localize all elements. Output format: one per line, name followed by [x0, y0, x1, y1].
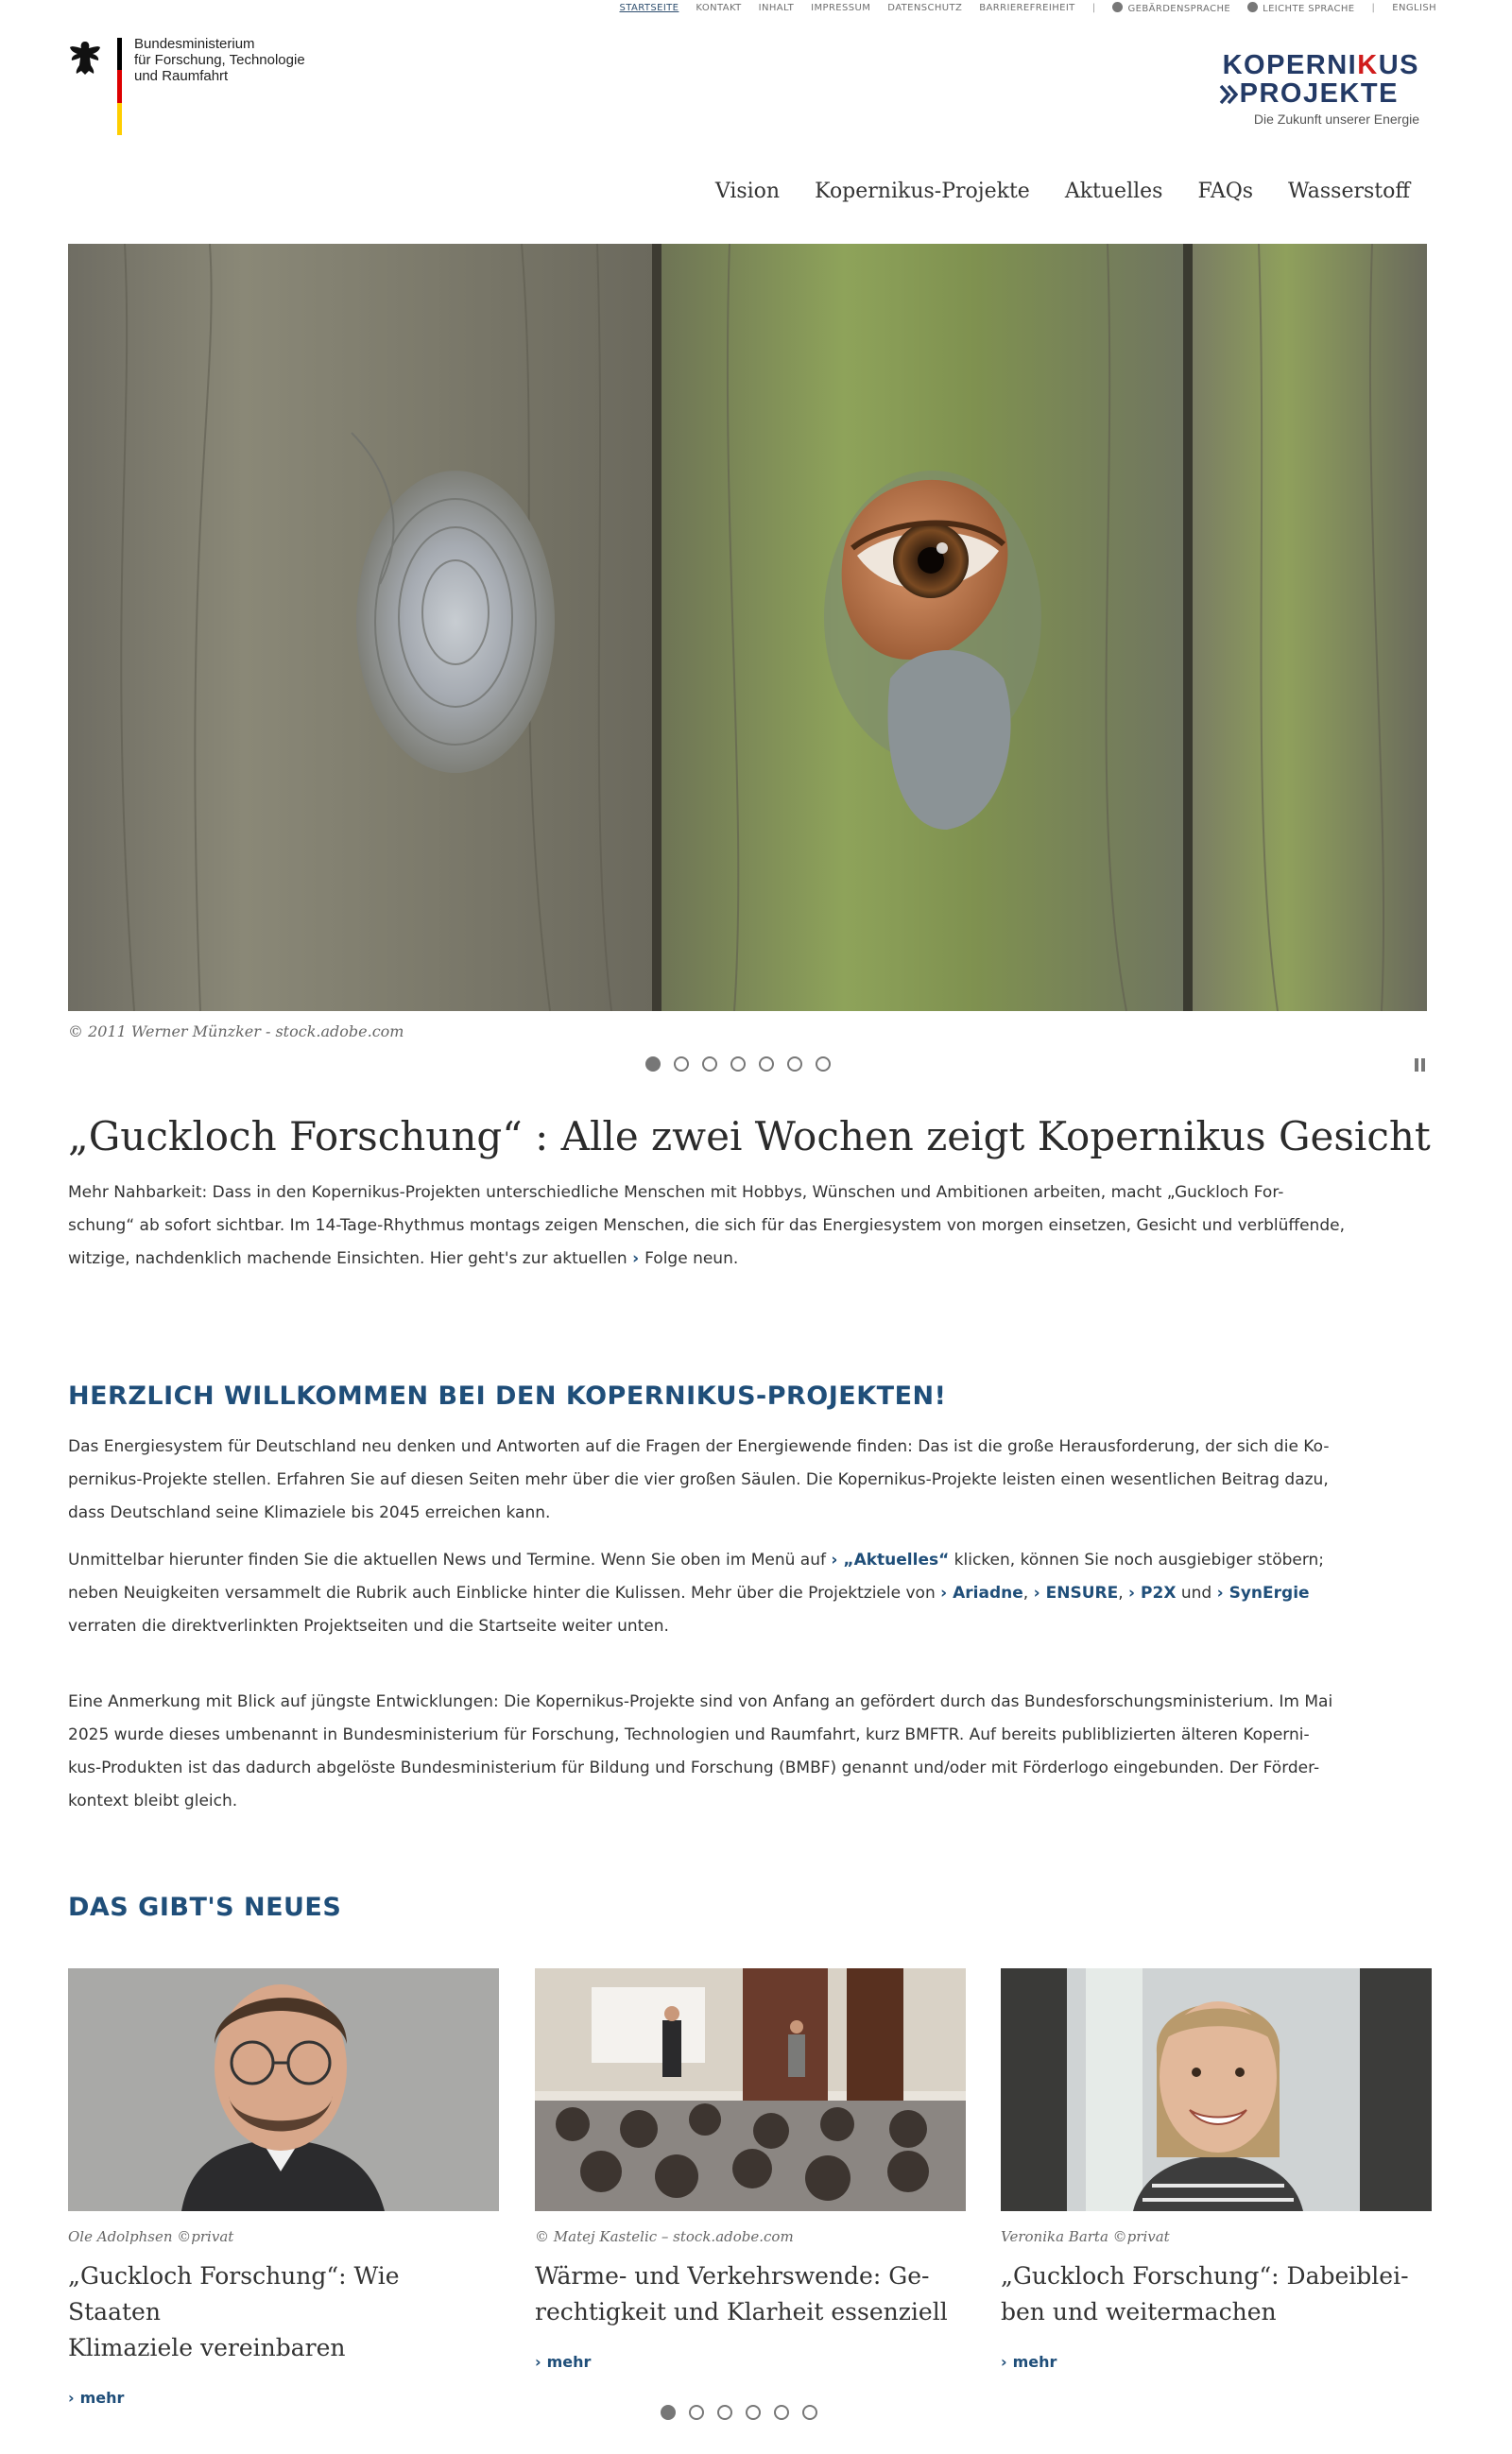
news-card-photo[interactable] [1001, 1968, 1432, 2211]
kopernikus-logo[interactable] [1223, 51, 1419, 127]
service-nav [603, 0, 1437, 15]
service-link-impressum[interactable]: IMPRESSUM [811, 2, 871, 13]
service-link-kontakt[interactable]: KONTAKT [696, 2, 742, 13]
separator: | [1371, 2, 1376, 13]
service-link-leichte-sprache[interactable]: LEICHTE SPRACHE [1247, 2, 1354, 14]
service-link-gebaerdensprache[interactable]: GEBÄRDENSPRACHE [1112, 2, 1230, 14]
kopernikus-logo-line2: PROJEKTE [1223, 79, 1419, 108]
chevron-right-icon: › [1216, 1584, 1224, 1603]
portrait-woman-image [1001, 1968, 1432, 2211]
german-flag-stripe [117, 38, 122, 135]
news-card-photo[interactable] [68, 1968, 499, 2211]
news-card-caption: Veronika Barta ©privat [1001, 2228, 1170, 2245]
news-card-caption: Ole Adolphsen ©privat [68, 2228, 234, 2245]
chevron-right-icon: › [632, 1249, 640, 1268]
slider-dot[interactable] [746, 2405, 761, 2420]
fence-peephole-image [68, 244, 1427, 1011]
nav-kopernikus-projekte[interactable]: Kopernikus-Projekte [815, 180, 1030, 203]
chevron-right-icon: › [940, 1584, 948, 1603]
slider-dot[interactable] [759, 1056, 774, 1072]
news-card-more-link[interactable]: › mehr [1001, 2353, 1057, 2371]
news-card-more-link[interactable]: › mehr [68, 2389, 125, 2407]
slider-dot[interactable] [717, 2405, 732, 2420]
portrait-man-image [68, 1968, 499, 2211]
news-card[interactable] [1001, 1968, 1432, 2371]
chevron-right-icon: › [831, 1551, 838, 1570]
link-ariadne[interactable]: Ariadne [953, 1584, 1023, 1603]
welcome-paragraph-2: Unmittelbar hierunter finden Sie die aktuellen News und Termine. Wenn Sie oben im Menü auf › „Aktuelles“ klicken, können Sie noch ausgiebiger stöbern; neben Neuigkeiten versammelt die Rubrik auch Einblicke hinter die Kulissen. Mehr über die Projektziele von › Ariadne, › ENSURE, › P2X und › SynErgie verraten die direktverlinkten Projektseiten und die Startseite weiter unten. [68, 1551, 1325, 1636]
slider-dot[interactable] [816, 1056, 831, 1072]
hero-slider-dots [645, 1056, 844, 1072]
chevron-right-icon: › [68, 2389, 75, 2407]
feature-link-folge[interactable]: Folge neun. [644, 1249, 739, 1268]
nav-faqs[interactable]: FAQs [1197, 180, 1254, 203]
news-card-title[interactable]: Wärme- und Verkehrswende: Ge- rechtigkeit und Klarheit essenziell [535, 2262, 948, 2325]
news-card-caption: © Matej Kastelic – stock.adobe.com [535, 2228, 794, 2245]
service-link-english[interactable]: ENGLISH [1392, 2, 1436, 13]
news-card-title[interactable]: „Guckloch Forschung“: Dabeiblei- ben und weitermachen [1001, 2262, 1409, 2325]
slider-dot[interactable] [774, 2405, 789, 2420]
conference-audience-image [535, 1968, 966, 2211]
feature-title[interactable]: „Guckloch Forschung“ : Alle zwei Wochen zeigt Kopernikus Gesicht [68, 1113, 1431, 1159]
main-nav [680, 180, 1410, 203]
chevron-right-icon: › [1001, 2353, 1007, 2371]
ministry-logo[interactable] [68, 36, 352, 140]
service-link-inhalt[interactable]: INHALT [758, 2, 795, 13]
news-card-title[interactable]: „Guckloch Forschung“: Wie Staaten Klimaziele vereinbaren [68, 2262, 400, 2361]
chevron-right-icon: › [535, 2353, 541, 2371]
news-slider-dots [661, 2405, 831, 2420]
slider-dot[interactable] [787, 1056, 802, 1072]
welcome-title: HERZLICH WILLKOMMEN BEI DEN KOPERNIKUS-PROJEKTEN! [68, 1381, 947, 1411]
nav-wasserstoff[interactable]: Wasserstoff [1288, 180, 1410, 203]
pause-icon[interactable] [1415, 1058, 1426, 1072]
hero-caption: © 2011 Werner Münzker - stock.adobe.com [68, 1022, 404, 1040]
slider-dot[interactable] [730, 1056, 746, 1072]
double-chevron-icon [1219, 84, 1238, 105]
federal-eagle-icon [68, 40, 102, 77]
news-card[interactable] [68, 1968, 499, 2407]
welcome-paragraph-1: Das Energiesystem für Deutschland neu denken und Antworten auf die Fragen der Energiewende finden: Das ist die große Herausforderung, der sich die Ko- pernikus-Projekte stellen. Erfahren Sie auf diesen Seiten mehr über die vier großen Säulen. Die Kopernikus-Projekte leisten einen wesentlichen Beitrag dazu, dass Deutschland seine Klimaziele bis 2045 erreichen kann. [68, 1437, 1330, 1522]
hero-image[interactable] [68, 244, 1427, 1011]
link-synergie[interactable]: SynErgie [1228, 1584, 1310, 1603]
easy-language-icon [1247, 2, 1258, 12]
news-card-photo[interactable] [535, 1968, 966, 2211]
service-link-datenschutz[interactable]: DATENSCHUTZ [887, 2, 963, 13]
slider-dot[interactable] [702, 1056, 717, 1072]
link-aktuelles[interactable]: „Aktuelles“ [843, 1551, 950, 1570]
link-p2x[interactable]: P2X [1141, 1584, 1177, 1603]
kopernikus-tagline: Die Zukunft unserer Energie [1253, 112, 1419, 127]
sign-language-icon [1112, 2, 1123, 12]
feature-text: Mehr Nahbarkeit: Dass in den Kopernikus-Projekten unterschiedliche Menschen mit Hobbys, Wünschen und Ambitionen arbeiten, macht „Guckloch For- schung“ ab sofort sichtbar. Im 14-Tage-Rhythmus montags zeigen Menschen, die sich für das Energiesystem von morgen einsetzen, Gesicht und verblüffende, witzige, nachdenklich machende Einsichten. Hier geht's zur aktuellen › Folge neun. [68, 1183, 1345, 1268]
slider-dot[interactable] [689, 2405, 704, 2420]
chevron-right-icon: › [1033, 1584, 1040, 1603]
kopernikus-logo-line1: KOPERNIKUS [1222, 50, 1419, 80]
news-card-more-link[interactable]: › mehr [535, 2353, 592, 2371]
slider-dot[interactable] [674, 1056, 689, 1072]
separator: | [1091, 2, 1096, 13]
welcome-paragraph-3: Eine Anmerkung mit Blick auf jüngste Entwicklungen: Die Kopernikus-Projekte sind von Anfang an gefördert durch das Bundesforschungsministerium. Im Mai 2025 wurde dieses umbenannt in Bundesministerium für Forschung, Technologien und Raumfahrt, kurz BMFTR. Auf bereits publiblizierten älteren Koperni- kus-Produkten ist das dadurch abgelöste Bundesministerium für Bildung und Forschung (BMBF) genannt und/oder mit Förderlogo eingebunden. Der Förder- kontext bleibt gleich. [68, 1692, 1333, 1810]
service-link-barrierefreiheit[interactable]: BARRIEREFREIHEIT [979, 2, 1075, 13]
link-ensure[interactable]: ENSURE [1045, 1584, 1119, 1603]
service-link-startseite[interactable]: STARTSEITE [619, 2, 679, 13]
slider-dot[interactable] [802, 2405, 817, 2420]
news-card[interactable] [535, 1968, 966, 2371]
slider-dot[interactable] [645, 1056, 661, 1072]
nav-aktuelles[interactable]: Aktuelles [1064, 180, 1163, 203]
ministry-name: Bundesministerium für Forschung, Technologie und Raumfahrt [134, 36, 305, 84]
chevron-right-icon: › [1128, 1584, 1136, 1603]
news-title: DAS GIBT'S NEUES [68, 1893, 342, 1922]
nav-vision[interactable]: Vision [714, 180, 781, 203]
slider-dot[interactable] [661, 2405, 676, 2420]
